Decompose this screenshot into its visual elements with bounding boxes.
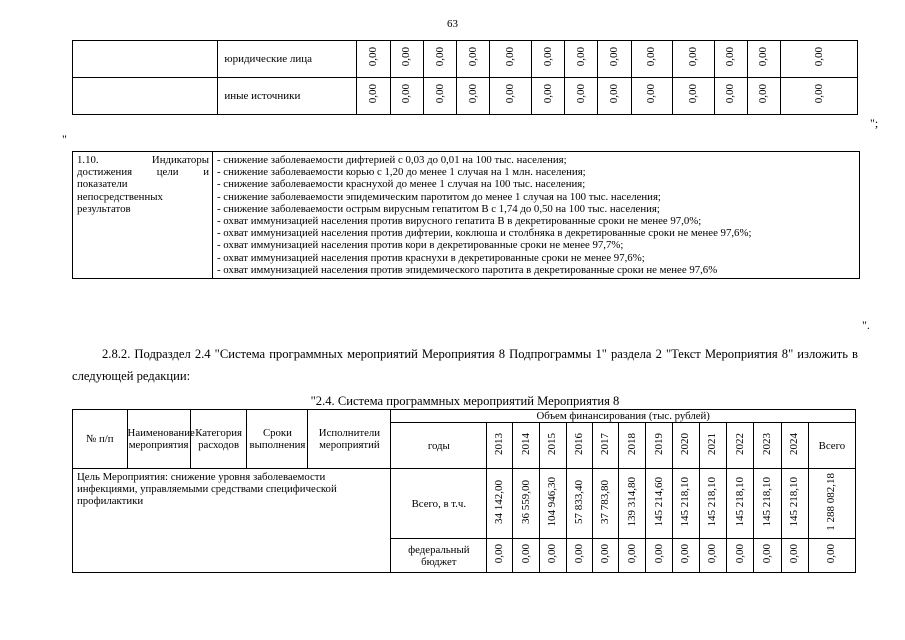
amount-cell-text: 0,00: [493, 544, 506, 564]
amount-cell: [487, 469, 513, 539]
amount-cell-text: 0,00: [400, 83, 413, 104]
amount-cell-text: 0,00: [724, 46, 737, 67]
opening-quote: ": [62, 132, 67, 146]
header-year-text: 2017: [599, 433, 612, 455]
amount-cell-text: 36 559,00: [519, 480, 532, 524]
header-total: Всего: [808, 423, 855, 469]
header-year-text: 2019: [652, 433, 665, 455]
funding-source: Всего, в т.ч.: [391, 469, 487, 539]
amount-cell: [390, 78, 423, 115]
empty-cell: [73, 78, 218, 115]
amount-cell-text: 0,00: [400, 46, 413, 67]
indicators-list: [213, 152, 860, 279]
amount-cell: [781, 78, 858, 115]
amount-cell: [539, 469, 566, 539]
header-year-text: 2014: [519, 433, 532, 455]
header-year: [566, 423, 592, 469]
amount-cell: [781, 539, 808, 573]
amount-cell: [490, 78, 532, 115]
amount-cell: [714, 78, 747, 115]
page-number: 63: [447, 18, 458, 30]
amount-cell-text: 0,00: [367, 83, 380, 104]
amount-cell: [565, 41, 598, 78]
amount-cell: [593, 539, 619, 573]
amount-cell-text: 139 314,80: [625, 477, 638, 527]
amount-cell-text: 0,00: [686, 46, 699, 67]
amount-cell: [593, 469, 619, 539]
header-year-text: 2013: [493, 433, 506, 455]
amount-cell-text: 0,00: [519, 544, 532, 564]
amount-cell: [513, 469, 539, 539]
source-label: юридические лица: [218, 41, 357, 78]
amount-cell-text: 0,00: [733, 544, 746, 564]
amount-cell: [423, 41, 456, 78]
amount-cell: [672, 539, 699, 573]
amount-cell: [490, 41, 532, 78]
header-year: [593, 423, 619, 469]
amount-cell-text: 34 142,00: [493, 480, 506, 524]
header-year-text: 2021: [706, 433, 719, 455]
amount-cell: [513, 539, 539, 573]
funding-source: федеральный бюджет: [391, 539, 487, 573]
section-caption: "2.4. Система программных мероприятий Мероприятия 8: [310, 394, 620, 408]
amount-cell: [423, 78, 456, 115]
amount-cell: [699, 539, 726, 573]
header-category: Категория расходов: [190, 410, 247, 469]
amount-cell: [754, 539, 781, 573]
amount-cell-text: 0,00: [679, 544, 692, 564]
amount-cell: [631, 41, 673, 78]
amount-cell-text: 0,00: [541, 83, 554, 104]
header-terms: Сроки выполнения: [247, 410, 308, 469]
amount-cell-text: 0,00: [825, 544, 838, 564]
header-executors: Исполнители мероприятий: [308, 410, 391, 469]
amount-cell-text: 0,00: [625, 544, 638, 564]
amount-cell-text: 0,00: [724, 83, 737, 104]
indicators-label: 1.10. Индикаторы достижения цели и показатели непосредственных результатов: [73, 152, 213, 279]
amount-cell-text: 0,00: [367, 46, 380, 67]
header-year: [781, 423, 808, 469]
header-num: № п/п: [73, 410, 128, 469]
amount-cell: [727, 469, 754, 539]
amount-cell: [598, 78, 631, 115]
table-row: [73, 41, 858, 78]
amount-cell: [808, 539, 855, 573]
indicator-item: - снижение заболеваемости дифтерией с 0,03 до 0,01 на 100 тыс. населения;: [217, 154, 567, 166]
amount-cell: [566, 539, 592, 573]
amount-cell-text: 57 833,40: [572, 480, 585, 524]
table-row: [73, 78, 858, 115]
financing-continuation-table: [72, 40, 858, 115]
amount-cell-text: 0,00: [812, 46, 825, 67]
amount-cell-text: 0,00: [433, 83, 446, 104]
amount-cell-text: 1 288 082,18: [825, 473, 838, 531]
amount-cell: [487, 539, 513, 573]
amount-cell: [619, 539, 646, 573]
amount-cell: [565, 78, 598, 115]
amount-cell: [714, 41, 747, 78]
amount-cell: [531, 41, 564, 78]
amount-cell-text: 104 946,30: [546, 477, 559, 527]
amount-cell: [747, 78, 780, 115]
amount-cell-text: 0,00: [546, 544, 559, 564]
amount-cell: [619, 469, 646, 539]
amount-cell: [457, 78, 490, 115]
amount-cell: [781, 41, 858, 78]
header-year-text: 2015: [546, 433, 559, 455]
header-years-label: годы: [391, 423, 487, 469]
amount-cell-text: 0,00: [572, 544, 585, 564]
amount-cell-text: 0,00: [433, 46, 446, 67]
amount-cell-text: 145 218,10: [788, 477, 801, 527]
header-year: [727, 423, 754, 469]
header-year-text: 2024: [788, 433, 801, 455]
indicator-item: - охват иммунизацией населения против дифтерии, коклюша и столбняка в декретированные сроки не менее 97,6%;: [217, 227, 752, 240]
amendment-paragraph: 2.8.2. Подраздел 2.4 "Система программных мероприятий Мероприятия 8 Подпрограммы 1" раздела 2 "Текст Мероприятия 8" изложить в следующей редакции:: [72, 347, 858, 383]
amount-cell: [457, 41, 490, 78]
amount-cell: [357, 78, 390, 115]
amount-cell: [673, 78, 715, 115]
amount-cell-text: 145 218,10: [733, 477, 746, 527]
amount-cell: [539, 539, 566, 573]
amount-cell-text: 0,00: [504, 83, 517, 104]
amount-cell-text: 0,00: [466, 83, 479, 104]
amount-cell-text: 0,00: [757, 83, 770, 104]
amount-cell-text: 0,00: [574, 46, 587, 67]
indicator-item: - охват иммунизацией населения против эпидемического паротита в декретированные сроки не менее 97,6%: [217, 263, 718, 276]
indicators-table: [72, 151, 860, 279]
amount-cell: [646, 469, 672, 539]
amount-cell-text: 0,00: [607, 46, 620, 67]
header-year-text: 2018: [625, 433, 638, 455]
indicator-item: - снижение заболеваемости корью с 1,20 до менее 1 случая на 1 млн. населения;: [217, 166, 586, 179]
amount-cell: [672, 469, 699, 539]
amount-cell-text: 0,00: [706, 544, 719, 564]
amount-cell-text: 0,00: [599, 544, 612, 564]
amount-cell: [598, 41, 631, 78]
amount-cell-text: 0,00: [541, 46, 554, 67]
amount-cell: [390, 41, 423, 78]
header-year: [646, 423, 672, 469]
header-year: [487, 423, 513, 469]
header-year: [754, 423, 781, 469]
amount-cell: [566, 469, 592, 539]
amount-cell-text: 0,00: [788, 544, 801, 564]
indicators-closing-quote: ".: [862, 318, 870, 332]
indicator-item: - охват иммунизацией населения против краснухи в декретированные сроки не менее 97,6%;: [217, 251, 645, 264]
amount-cell-text: 0,00: [607, 83, 620, 104]
header-financing: Объем финансирования (тыс. рублей): [391, 410, 856, 423]
empty-cell: [73, 41, 218, 78]
source-label: иные источники: [218, 78, 357, 115]
header-year: [672, 423, 699, 469]
amount-cell-text: 37 783,80: [599, 480, 612, 524]
indicator-item: - снижение заболеваемости краснухой до менее 1 случая на 100 тыс. населения;: [217, 178, 586, 191]
header-year: [699, 423, 726, 469]
amount-cell: [699, 469, 726, 539]
amount-cell: [357, 41, 390, 78]
header-year: [619, 423, 646, 469]
amount-cell-text: 0,00: [645, 83, 658, 104]
indicator-item: - снижение заболеваемости острым вирусным гепатитом В с 1,74 до 0,50 на 100 тыс. населения;: [217, 202, 660, 215]
amount-cell-text: 0,00: [466, 46, 479, 67]
amount-cell: [727, 539, 754, 573]
amount-cell: [747, 41, 780, 78]
indicator-item: - снижение заболеваемости эпидемическим паротитом до менее 1 случая на 100 тыс. населения;: [217, 190, 661, 203]
closing-quote: ";: [870, 116, 879, 130]
amount-cell-text: 0,00: [686, 83, 699, 104]
amount-cell-text: 0,00: [645, 46, 658, 67]
amount-cell-text: 145 218,10: [760, 477, 773, 527]
amount-cell-text: 0,00: [812, 83, 825, 104]
header-year-text: 2023: [760, 433, 773, 455]
amount-cell-text: 145 218,10: [679, 477, 692, 527]
amount-cell-text: 0,00: [504, 46, 517, 67]
header-year: [513, 423, 539, 469]
amount-cell-text: 145 214,60: [652, 477, 665, 527]
amount-cell: [781, 469, 808, 539]
amount-cell-text: 0,00: [574, 83, 587, 104]
amount-cell-text: 0,00: [757, 46, 770, 67]
amount-cell: [808, 469, 855, 539]
amount-cell-text: 0,00: [760, 544, 773, 564]
amount-cell: [754, 469, 781, 539]
header-year-text: 2016: [572, 433, 585, 455]
indicator-item: - охват иммунизацией населения против кори в декретированные сроки не менее 97,7%;: [217, 239, 624, 252]
amount-cell: [531, 78, 564, 115]
goal-text: Цель Мероприятия: снижение уровня заболеваемости инфекциями, управляемыми средствами специфической профилактики: [73, 469, 391, 573]
indicator-item: - охват иммунизацией населения против вирусного гепатита В в декретированные сроки не менее 97,0%;: [217, 215, 702, 228]
header-year: [539, 423, 566, 469]
header-year-text: 2020: [679, 433, 692, 455]
amount-cell: [631, 78, 673, 115]
header-year-text: 2022: [733, 433, 746, 455]
amount-cell: [673, 41, 715, 78]
program-measures-table: [72, 409, 856, 573]
amount-cell-text: 0,00: [652, 544, 665, 564]
amount-cell-text: 145 218,10: [706, 477, 719, 527]
amount-cell: [646, 539, 672, 573]
header-name: Наименование мероприятия: [127, 410, 190, 469]
